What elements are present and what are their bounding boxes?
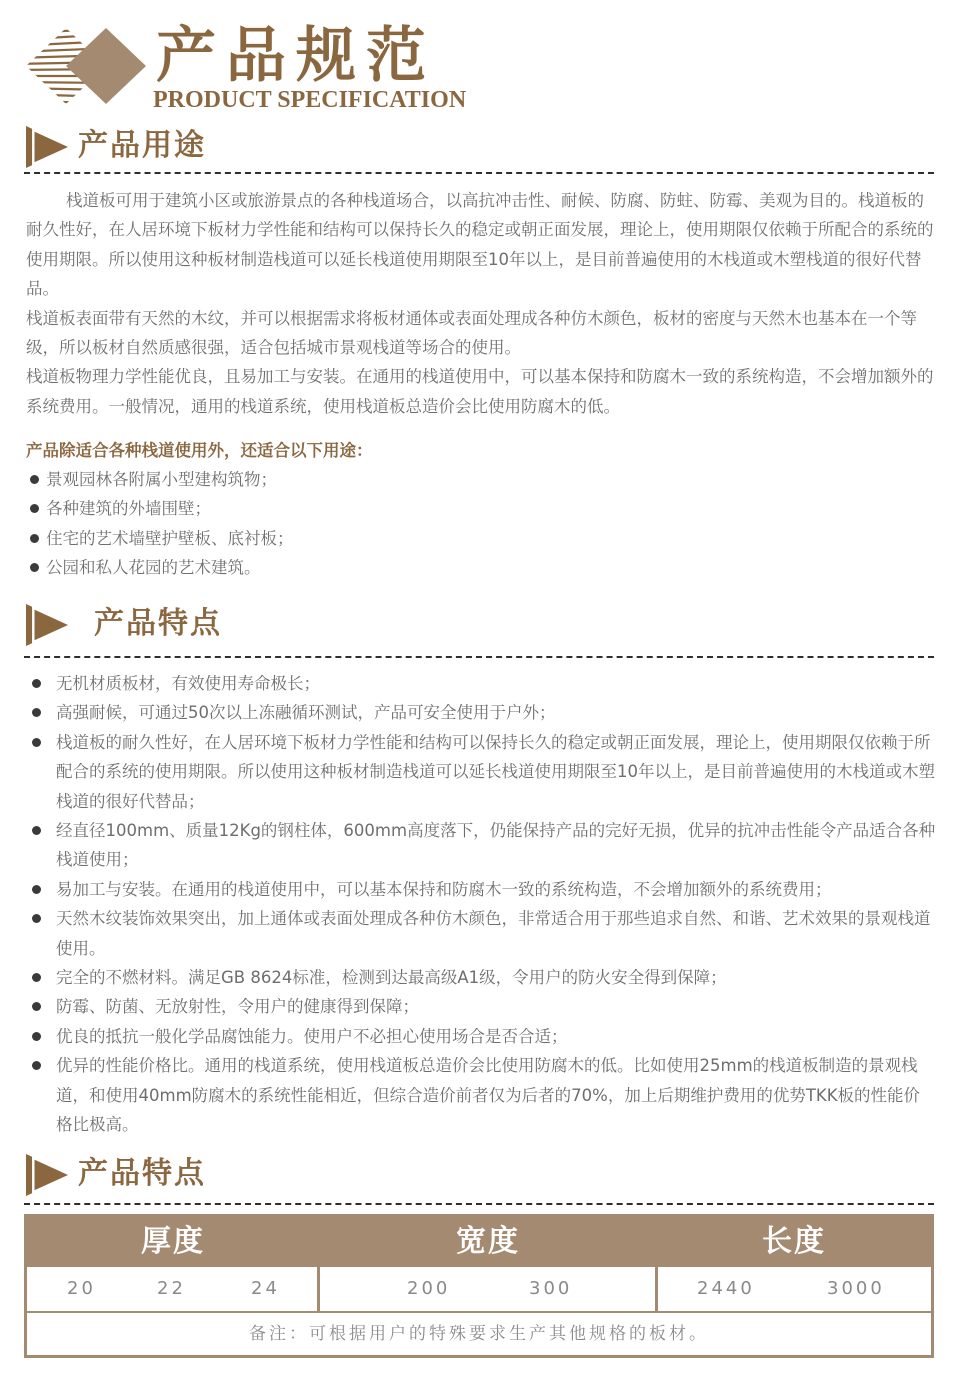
- usage-list: [26, 465, 926, 583]
- list-item: 经直径100mm、质量12Kg的钢柱体，600mm高度落下，仍能保持产品的完好无损，优异的抗冲击性能令产品适合各种栈道使用；: [30, 816, 936, 875]
- usage-subheading: 产品除适合各种栈道使用外，还适合以下用途：: [26, 441, 373, 460]
- table-note: 备注：可根据用户的特殊要求生产其他规格的板材。: [249, 1324, 709, 1344]
- usage-paragraph: 栈道板表面带有天然的木纹，并可以根据需求将板材通体或表面处理成各种仿木颜色，板材的密度与天然木也基本在一个等级，所以板材自然质感很强，适合包括城市景观栈道等场合的使用。: [26, 308, 917, 358]
- list-item: 优异的性能价格比。通用的栈道系统，使用栈道板总造价会比使用防腐木的低。比如使用25mm的栈道板制造的景观栈道，和使用40mm防腐木的系统性能相近，但综合造价前者仅为后者的70%，加上后期维护费用的优势TKK板的性能价格比极高。: [30, 1051, 936, 1139]
- arrow-icon: [24, 124, 74, 170]
- usage-paragraph: 栈道板物理力学性能优良，且易加工与安装。在通用的栈道使用中，可以基本保持和防腐木一致的系统构造，不会增加额外的系统费用。一般情况，通用的栈道系统，使用栈道板总造价会比使用防腐木的低。: [26, 367, 934, 416]
- list-item: 各种建筑的外墙围壁；: [26, 494, 926, 523]
- table-header-row: [27, 1217, 931, 1267]
- list-item: 无机材质板材，有效使用寿命极长；: [30, 669, 936, 698]
- arrow-icon: [24, 602, 74, 648]
- list-item: 优良的抵抗一般化学品腐蚀能力。使用户不必担心使用场合是否合适；: [30, 1022, 936, 1051]
- list-item: 易加工与安装。在通用的栈道使用中，可以基本保持和防腐木一致的系统构造，不会增加额外的系统费用；: [30, 875, 936, 904]
- page-subtitle-en: PRODUCT SPECIFICATION: [153, 87, 467, 113]
- brand-logo-icon: [24, 26, 146, 106]
- usage-paragraph: 栈道板可用于建筑小区或旅游景点的各种栈道场合，以高抗冲击性、耐候、防腐、防蛀、防霉、美观为目的。栈道板的耐久性好，在人居环境下板材力学性能和结构可以保持长久的稳定或朝正面发展，理论上，使用期限仅依赖于所配合的系统的使用期限。所以使用这种板材制造栈道可以延长栈道使用期限至10年以上，是目前普遍使用的木栈道或木塑栈道的很好代替品。: [26, 191, 934, 299]
- column-divider: [655, 1267, 658, 1311]
- table-cell: 2440: [697, 1278, 755, 1299]
- spec-table: [24, 1214, 934, 1358]
- section-title-usage: 产品用途: [78, 128, 206, 163]
- table-cell: 20: [67, 1278, 96, 1299]
- table-row: [27, 1267, 931, 1313]
- column-header-thickness: 厚度: [141, 1224, 205, 1259]
- column-divider: [317, 1267, 320, 1311]
- list-item: 栈道板的耐久性好，在人居环境下板材力学性能和结构可以保持长久的稳定或朝正面发展，理论上，使用期限仅依赖于所配合的系统的使用期限。所以使用这种板材制造栈道可以延长栈道使用期限至10年以上，是目前普遍使用的木栈道或木塑栈道的很好代替品；: [30, 728, 936, 816]
- page-title: 产品规范: [156, 21, 436, 91]
- arrow-icon: [24, 1152, 74, 1198]
- usage-text: [26, 186, 936, 421]
- section-header-usage: [24, 124, 344, 170]
- list-item: 高强耐候，可通过50次以上冻融循环测试，产品可安全使用于户外；: [30, 698, 936, 727]
- list-item: 公园和私人花园的艺术建筑。: [26, 553, 926, 582]
- divider: [24, 1203, 934, 1205]
- table-cell: 24: [251, 1278, 280, 1299]
- section-title-features: 产品特点: [94, 606, 222, 641]
- section-header-features: [24, 602, 344, 648]
- list-item: 完全的不燃材料。满足GB 8624标准，检测到达最高级A1级，令用户的防火安全得到保障；: [30, 963, 936, 992]
- table-cell: 200: [407, 1278, 451, 1299]
- list-item: 防霉、防菌、无放射性，令用户的健康得到保障；: [30, 992, 936, 1021]
- column-header-length: 长度: [762, 1224, 826, 1259]
- list-item: 天然木纹装饰效果突出，加上通体或表面处理成各种仿木颜色，非常适合用于那些追求自然、和谐、艺术效果的景观栈道使用。: [30, 904, 936, 963]
- section-header-spec: [24, 1152, 344, 1198]
- list-item: 景观园林各附属小型建构筑物；: [26, 465, 926, 494]
- list-item: 住宅的艺术墙壁护壁板、底衬板；: [26, 524, 926, 553]
- features-list: [30, 669, 936, 1140]
- table-cell: 300: [529, 1278, 573, 1299]
- divider: [24, 656, 934, 658]
- table-cell: 22: [157, 1278, 186, 1299]
- table-cell: 3000: [827, 1278, 885, 1299]
- divider: [24, 172, 934, 174]
- column-header-width: 宽度: [456, 1224, 520, 1259]
- section-title-spec: 产品特点: [78, 1156, 206, 1191]
